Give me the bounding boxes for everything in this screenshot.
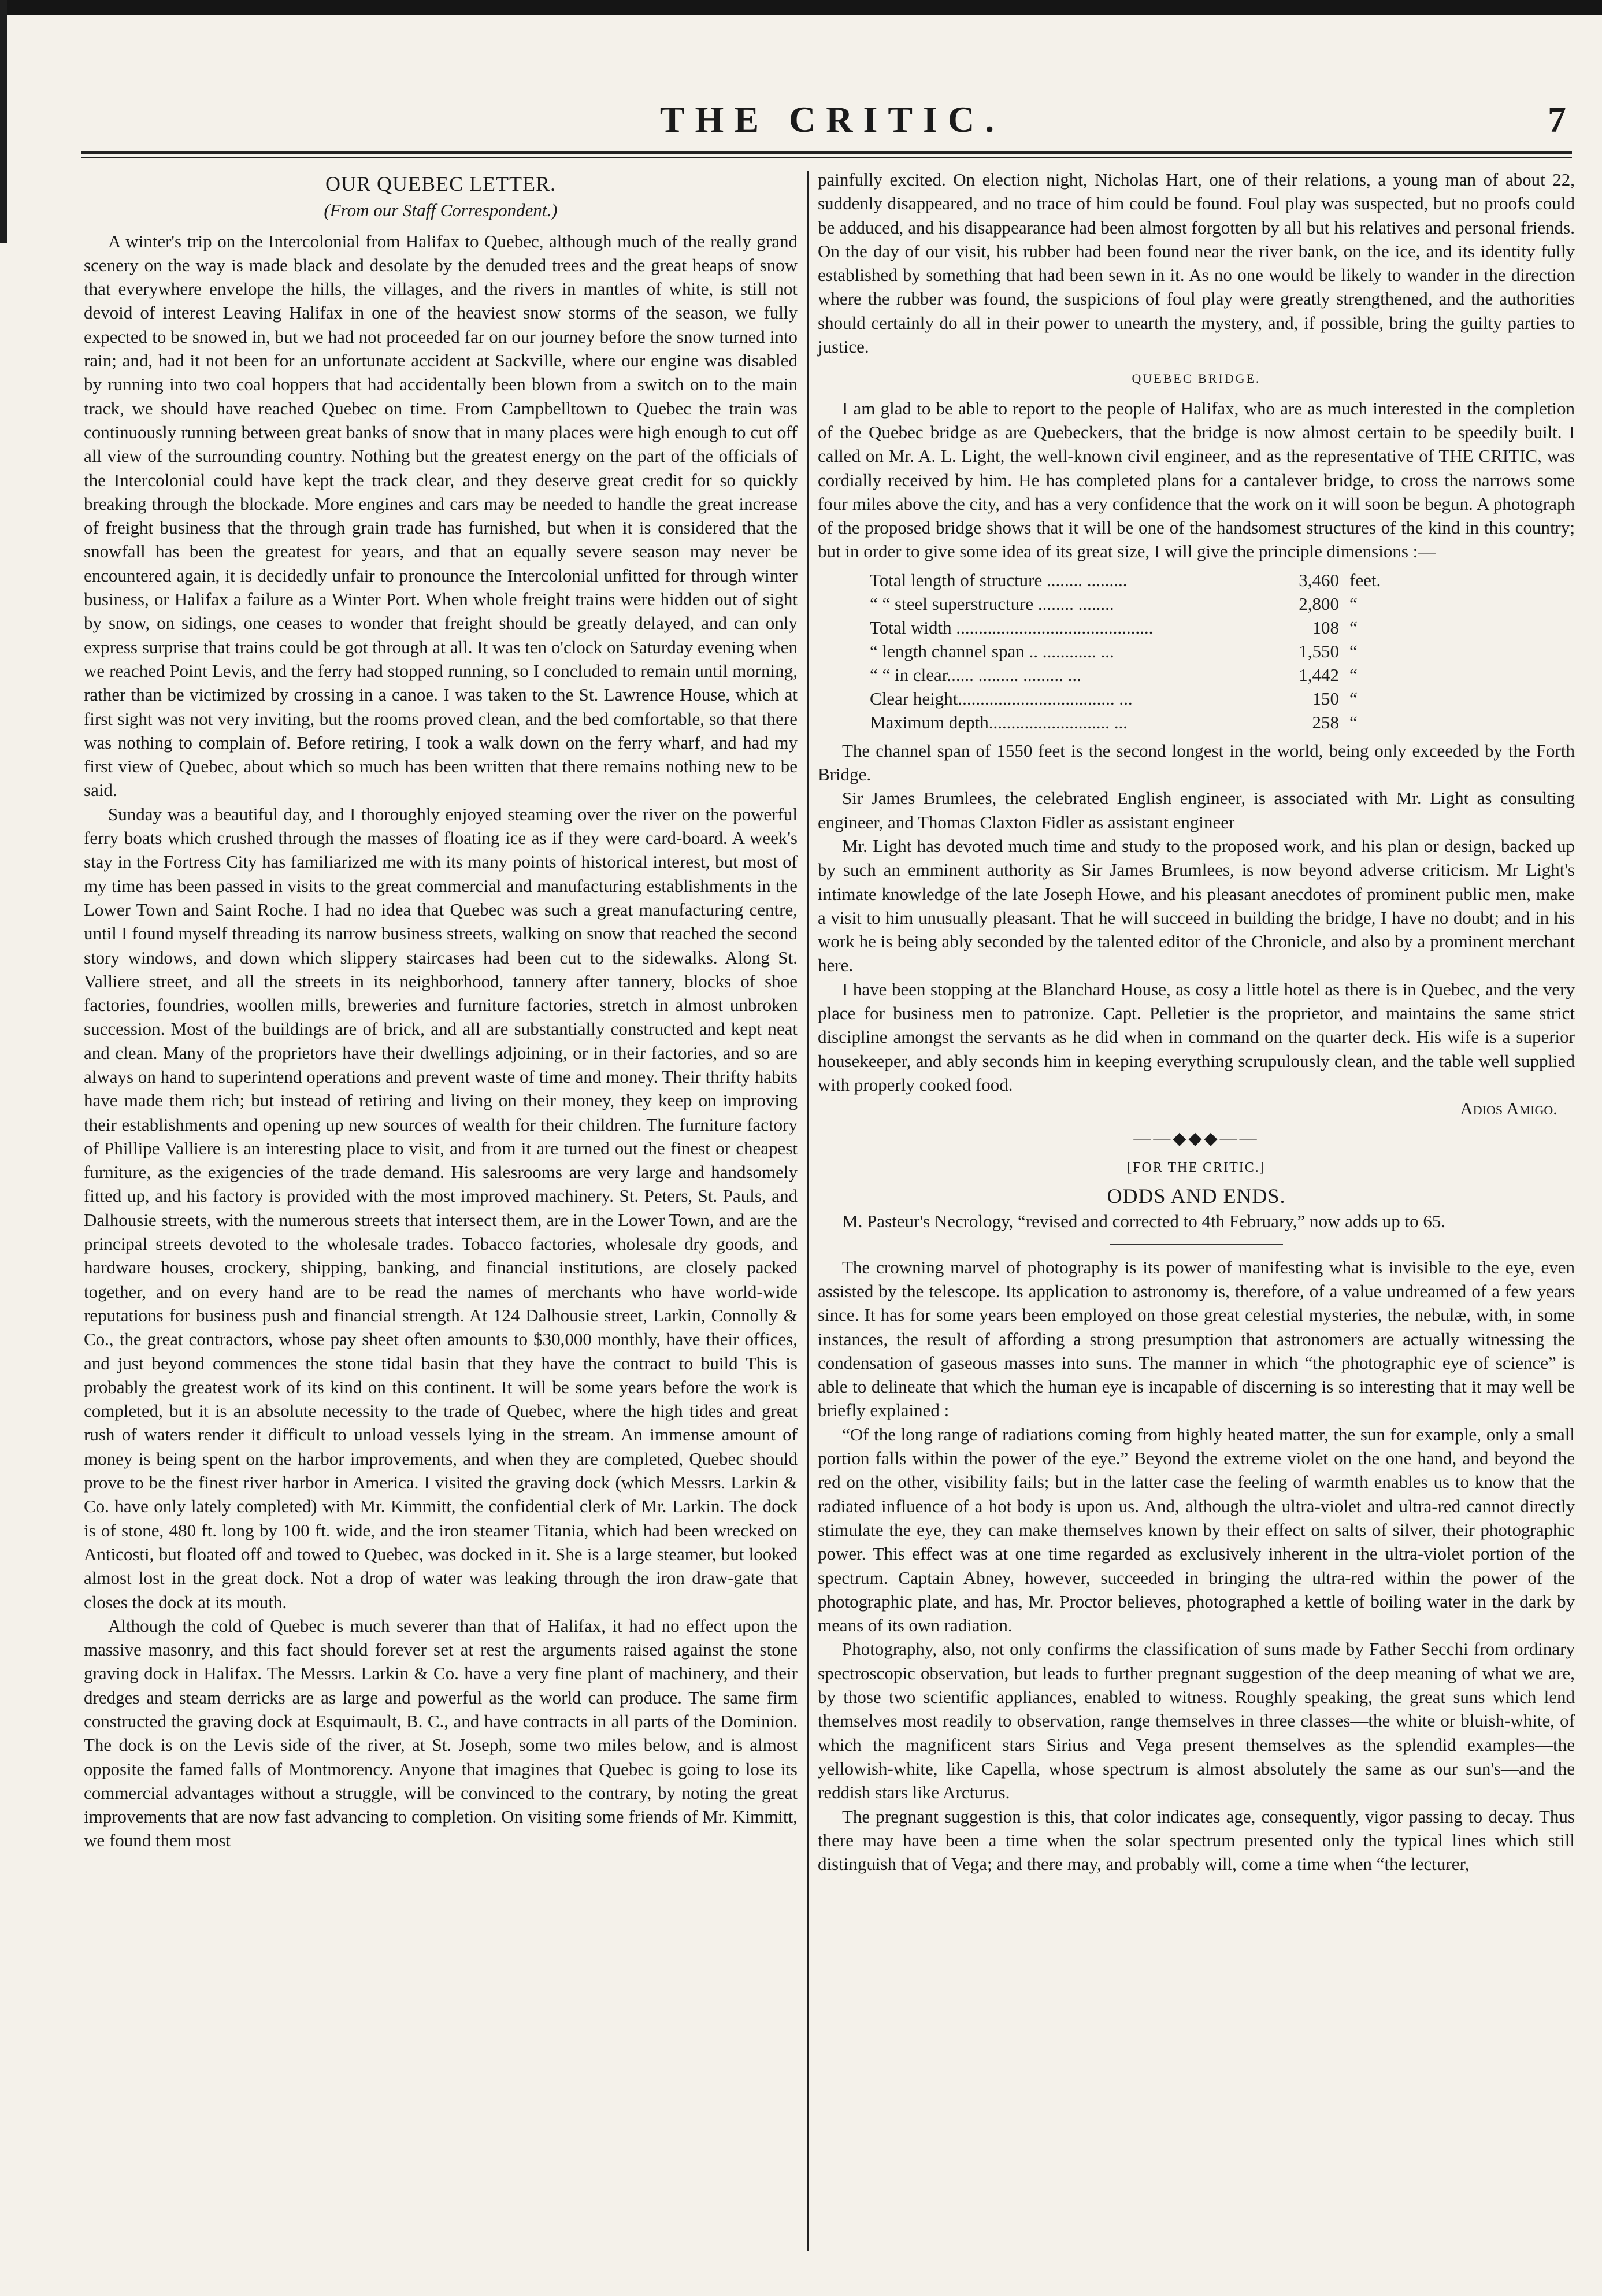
dimension-value: 1,442 [1299,664,1339,685]
dimensions-table [870,568,1390,734]
section-heading: QUEBEC BRIDGE. [1132,371,1261,386]
dimension-unit: “ [1349,712,1358,732]
dimension-row [870,616,1390,639]
scan-left-edge [0,0,52,243]
dimension-label: Maximum depth........................... ... [870,712,1128,732]
article-signature: Adios Amigo. [1460,1098,1558,1119]
article-continuation: painfully excited. On election night, Nicholas Hart, one of their relations, a young man of about 22, suddenly disappeared, and no trace of him could be found. Foul play was suspected, but no proofs could be adduced, and his disappearance had been almost forgotten by all but his relatives and personal friends. On the day of our visit, his rubber had been found near the river bank, on the ice, and its identity fully established by something that had been sewn in it. As no one would be likely to wander in the direction where the rubber was found, the suspicions of foul play were greatly strengthened, and the authorities should certainly do all in their power to unearth the mystery, and, if possible, bring the guilty parties to justice. [818,169,1575,357]
dimension-row [870,663,1390,687]
scan-top-edge [0,0,1602,15]
dimension-value: 258 [1312,712,1339,732]
article-byline: (From our Staff Correspondent.) [324,200,558,221]
dimension-value: 150 [1312,688,1339,709]
section-rule [1110,1244,1283,1245]
dimension-row [870,710,1390,734]
article-paragraph: The crowning marvel of photography is its power of manifesting what is invisible to the eye, even assisted by the telescope. Its application to astronomy is, therefore, of a value undreamed of a few years since. It has for some years been employed on those great celestial mysteries, the nebulæ, with, in some instances, the result of affording a strong presumption that astronomers are actually witnessing the condensation of gaseous masses into suns. The manner in which “the photographic eye of science” is able to delineate that which the human eye is incapable of discerning is so interesting that it may well be briefly explained : [818,1257,1575,1421]
dimension-row [870,639,1390,663]
dimension-unit: “ [1349,593,1358,614]
dimension-value: 2,800 [1299,593,1339,614]
article-paragraph: The channel span of 1550 feet is the second longest in the world, being only exceeded by the Forth Bridge. [818,740,1575,785]
article-paragraph: “Of the long range of radiations coming from highly heated matter, the sun for example, only a small portion falls within the power of the eye.” Beyond the extreme violet on the one hand, and beyond the red on the other, visibility fails; but in the latter case the feeling of warmth enables us to know that the radiated influence of a hot body is upon us. And, although the ultra-violet and ultra-red cannot directly stimulate the eye, they can make themselves known by their effect on salts of silver, their photographic power. This effect was at one time regarded as exclusively inherent in the ultra-violet portion of the spectrum. Captain Abney, however, succeeded in bringing the ultra-red within the power of the photographic plate, and has, Mr. Proctor believes, photographed a kettle of boiling water in the dark by means of its own radiation. [818,1424,1575,1636]
dimension-label: Total length of structure ........ ......... [870,569,1128,590]
ornament-divider: ——◆◆◆—— [1133,1128,1259,1148]
header-rule-thin [81,157,1572,158]
article-paragraph: Mr. Light has devoted much time and study to the proposed work, and his plan or design, backed up by such an emminent authority as Sir James Brumlees, is now beyond adverse criticism. Mr Light's intimate knowledge of the late Joseph Howe, and his pleasant anecdotes of prominent public men, make a visit to him unusually pleasant. That he will succeed in building the bridge, I have no doubt; and in his work he is being ably seconded by the talented editor of the Chronicle, and also by a prominent merchant here. [818,835,1575,976]
dimension-value: 108 [1312,617,1339,638]
article-paragraph: I am glad to be able to report to the people of Halifax, who are as much interested in the completion of the Quebec bridge as are Quebeckers, that the bridge is now almost certain to be speedily built. I called on Mr. A. L. Light, the well-known civil engineer, and as the representative of THE CRITIC, was cordially received by him. He has completed plans for a cantalever bridge, to cross the narrows some four miles above the city, and has a very confidence that the work on it will soon be begun. A photograph of the proposed bridge shows that it will be one of the handsomest structures of the kind in this country; but in order to give some idea of its great size, I will give the principle dimensions :— [818,398,1575,562]
column-separator [807,171,809,2251]
right-column [818,168,1575,1876]
dimension-row [870,592,1390,616]
dimension-unit: “ [1349,688,1358,709]
page-number: 7 [1548,99,1566,140]
dimension-unit: “ [1349,664,1358,685]
page-header [81,98,1584,145]
dimension-unit: feet. [1349,569,1381,590]
header-rule [81,151,1572,154]
dimension-label: “ “ in clear...... ......... ......... ... [870,664,1081,685]
section-title: ODDS AND ENDS. [1107,1184,1286,1208]
article-paragraph: Photography, also, not only confirms the classification of suns made by Father Secchi from ordinary spectroscopic observation, but leads to further pregnant suggestion of the deep meaning of what we are, by those two scientific appliances, enabled to witness. Roughly speaking, the great suns which lend themselves most readily to observation, range themselves in three classes—the white or bluish-white, of which the magnificent stars Sirius and Vega present themselves as the splendid examples—the yellowish-white, like Capella, whose spectrum is almost absolutely the same as our sun's—and the reddish stars like Arcturus. [818,1639,1575,1803]
left-column [84,168,798,1853]
article-paragraph: Although the cold of Quebec is much severer than that of Halifax, it had no effect upon the massive masonry, and this fact should forever set at rest the arguments raised against the stone graving dock in Halifax. The Messrs. Larkin & Co. have a very fine plant of machinery, and their dredges and steam derricks are as large and powerful as the world can produce. The same firm constructed the graving dock at Esquimault, B. C., and have contracts in all parts of the Dominion. The dock is on the Levis side of the river, at St. Joseph, some two miles below, and is almost opposite the famed falls of Montmorency. Anyone that imagines that Quebec is going to lose its commercial advantages without a struggle, will be convinced to the contrary, by noting the great improvements that are now fast advancing to completion. On visiting some friends of Mr. Kimmitt, we found them most [84,1615,798,1851]
article-paragraph: The pregnant suggestion is this, that color indicates age, consequently, vigor passing to decay. Thus there may have been a time when the solar spectrum presented only the typical lines which still distinguish that of Vega; and there may, and probably will, come a time when “the lecturer, [818,1806,1575,1875]
dimension-value: 3,460 [1299,569,1339,590]
dimension-label: “ length channel span .. ............ ... [870,640,1114,661]
dimension-row [870,687,1390,710]
dimension-unit: “ [1349,617,1358,638]
article-paragraph: M. Pasteur's Necrology, “revised and corrected to 4th February,” now adds up to 65. [842,1211,1446,1232]
dimension-unit: “ [1349,640,1358,661]
dimension-value: 1,550 [1299,640,1339,661]
article-paragraph: Sunday was a beautiful day, and I thoroughly enjoyed steaming over the river on the powerful ferry boats which crushed through the masses of floating ice as if they were card-board. A week's stay in the Fortress City has familiarized me with its many points of historical interest, but most of my time has been passed in visits to the great commercial and manufacturing establishments in the Lower Town and Saint Roche. I had no idea that Quebec was such a great manufacturing centre, until I found myself threading its narrow business streets, walking on snow that reached the second story windows, and down which slippery staircases had been cut to the sidewalks. Along St. Valliere street, and all the streets in its neighborhood, tannery after tannery, blocks of shoe factories, foundries, woollen mills, breweries and furniture factories, stretch in almost unbroken succession. Most of the buildings are of brick, and all are substantially constructed and kept neat and clean. Many of the proprietors have their dwellings adjoining, or in their factories, and so are always on hand to superintend operations and prevent waste of time and money. Their thrifty habits have made them rich; but instead of retiring and living on their money, they keep on improving their establishments and opening up new sources of wealth for their children. The furniture factory of Phillipe Valliere is an interesting place to visit, and from it are turned out the finest or cheapest furniture, as the exigencies of the trade demand. His salesrooms are very large and handsomely fitted up, and his factory is provided with the most improved machinery. St. Peters, St. Pauls, and Dalhousie streets, with the numerous streets that intersect them, are in the Lower Town, and are the principal streets devoted to the wholesale trades. Tobacco factories, wholesale dry goods, and hardware houses, crockery, shipping, banking, and financial institutions, are closely packed together, and on every hand are to be read the names of merchants who have world-wide reputations for business push and financial strength. At 124 Dalhousie street, Larkin, Connolly & Co., the great contractors, whose pay sheet often amounts to $30,000 monthly, have their offices, and just beyond commences the stone tidal basin that they have the contract to build This is probably the greatest work of its kind on this continent. It will be some years before the work is completed, but it is an absolute necessity to the trade of Quebec, where the high tides and great rush of waters render it difficult to unload vessels lying in the stream. An immense amount of money is being spent on the harbor improvements, and when they are completed, Quebec should prove to be the finest river harbor in America. I visited the graving dock (which Messrs. Larkin & Co. have only lately completed) with Mr. Kimmitt, the confidential clerk of Mr. Larkin. The dock is of stone, 480 ft. long by 100 ft. wide, and the iron steamer Titania, which had been wrecked on Anticosti, but floated off and towed to Quebec, was docked in it. She is a large steamer, but looked almost lost in the great dock. Not a drop of water was leaking through the iron draw-gate that closes the dock at its mouth. [84,803,798,1612]
article-paragraph: Sir James Brumlees, the celebrated English engineer, is associated with Mr. Light as consulting engineer, and Thomas Claxton Fidler as assistant engineer [818,788,1575,832]
dimension-label: “ “ steel superstructure ........ ........ [870,593,1114,614]
masthead: THE CRITIC. [659,99,1005,140]
article-paragraph: I have been stopping at the Blanchard House, as cosy a little hotel as there is in Quebec, and the very place for business men to patronize. Capt. Pelletier is the proprietor, and maintains the same strict discipline amongst the servants as he did when in command on the quarter deck. His wife is a superior housekeeper, and ably seconds him in keeping everything scrupulously clean, and the table well supplied with properly cooked food. [818,979,1575,1095]
dimension-label: Clear height................................... ... [870,688,1133,709]
for-the-critic-line: [FOR THE CRITIC.] [1127,1160,1266,1175]
dimension-row [870,568,1390,592]
dimension-label: Total width ............................................ [870,617,1154,638]
article-paragraph: A winter's trip on the Intercolonial from Halifax to Quebec, although much of the really grand scenery on the way is made black and desolate by the denuded trees and the great heaps of snow that everywhere envelope the hills, the villages, and the rivers in mantles of white, is still not devoid of interest Leaving Halifax in one of the heaviest snow storms of the season, we fully expected to be snowed in, but we had not proceeded far on our journey before the snow turned into rain; and, had it not been for an unfortunate accident at Sackville, where our engine was disabled by running into two coal hoppers that had accidentally been blown from a switch on to the main track, we should have reached Quebec on time. From Campbelltown to Quebec the train was continuously running between great banks of snow that in many places were high enough to cut off all view of the surrounding country. Nothing but the greatest energy on the part of the officials of the Intercolonial could have kept the track clear, and they deserve great credit for so quickly breaking through the blockade. More engines and cars may be needed to handle the great increase of freight business that the through grain trade has furnished, but when it is considered that the snowfall has been the greatest for years, and that an equally severe season may never be encountered again, it is decidedly unfair to pronounce the Intercolonial unfitted for through winter business, or Halifax a failure as a Winter Port. When whole freight trains were hidden out of sight by snow, on sidings, one ceases to wonder that freight should be greatly delayed, and can only express surprise that trains could be got through at all. It was ten o'clock on Saturday evening when we reached Point Levis, and the ferry had stopped running, so I concluded to remain until morning, rather than be victimized by crossing in a canoe. I was taken to the St. Lawrence House, which at first sight was not very inviting, but the rooms proved clean, and the bed comfortable, so that there was nothing to complain of. Before retiring, I took a walk down on the ferry wharf, and had my first view of Quebec, about which so much has been written that there remains nothing new to be said. [84,231,798,801]
article-title: OUR QUEBEC LETTER. [325,172,556,195]
